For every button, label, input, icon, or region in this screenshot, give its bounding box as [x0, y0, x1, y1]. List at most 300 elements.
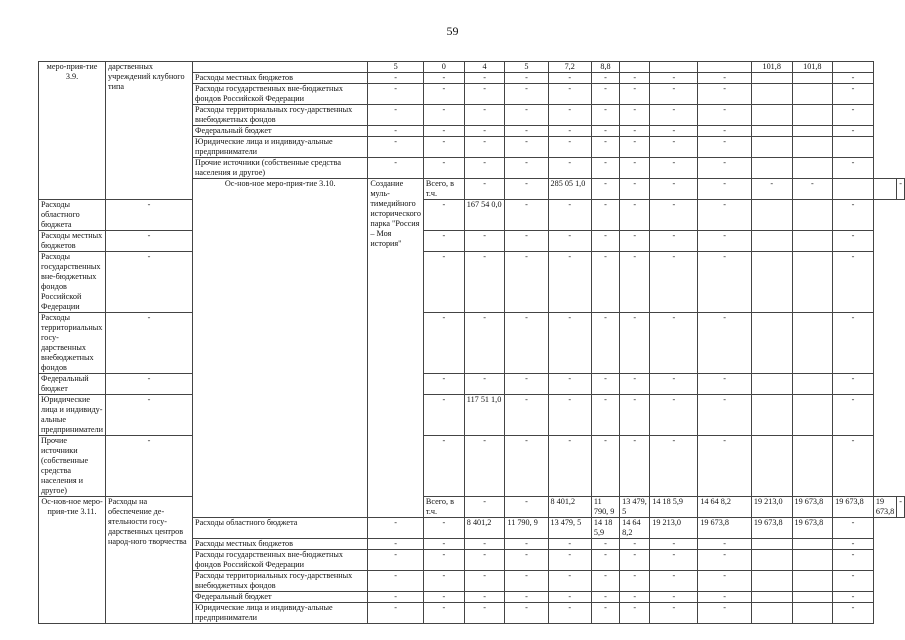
source-cell: Федеральный бюджет — [193, 592, 368, 603]
table-cell — [833, 62, 874, 73]
table-cell: - — [698, 179, 752, 200]
event-number: Ос-нов-ное меро-прия-тие 3.11. — [39, 497, 106, 624]
table-cell: 19 673,8 — [751, 518, 792, 539]
table-cell: - — [423, 137, 464, 158]
table-cell: - — [833, 126, 874, 137]
table-cell: - — [505, 252, 548, 313]
table-cell: - — [423, 126, 464, 137]
table-cell: - — [698, 592, 752, 603]
table-cell: - — [464, 158, 505, 179]
source-cell: Федеральный бюджет — [193, 126, 368, 137]
table-cell — [792, 571, 833, 592]
table-cell: - — [650, 137, 698, 158]
table-cell: - — [650, 539, 698, 550]
source-cell: Всего, в т.ч. — [423, 179, 464, 200]
table-cell: - — [698, 374, 752, 395]
table-cell — [620, 62, 650, 73]
table-cell: - — [368, 518, 424, 539]
table-cell: - — [620, 158, 650, 179]
table-cell: - — [620, 550, 650, 571]
table-cell: 19 213,0 — [751, 497, 792, 518]
table-cell — [792, 313, 833, 374]
source-cell: Прочие источники (собственные средства населения и другое) — [39, 436, 106, 497]
table-cell: - — [505, 126, 548, 137]
table-cell: - — [698, 158, 752, 179]
table-cell: - — [620, 395, 650, 436]
source-cell: Расходы государственных вне-бюджетных фондов Российской Федерации — [39, 252, 106, 313]
table-cell — [650, 62, 698, 73]
table-cell: - — [423, 550, 464, 571]
table-cell: 117 51 1,0 — [464, 395, 505, 436]
table-cell: - — [833, 550, 874, 571]
table-cell: - — [464, 592, 505, 603]
table-cell: - — [698, 539, 752, 550]
table-cell: - — [505, 571, 548, 592]
table-cell — [792, 84, 833, 105]
table-cell: - — [505, 313, 548, 374]
table-cell: - — [591, 179, 619, 200]
table-cell: - — [505, 497, 548, 518]
source-cell: Расходы территориальных госу-дарственных внебюджетных фондов — [193, 571, 368, 592]
table-cell: 19 673,8 — [833, 497, 874, 518]
table-cell — [792, 252, 833, 313]
table-cell: - — [591, 84, 619, 105]
table-cell: - — [591, 73, 619, 84]
table-cell: - — [751, 179, 792, 200]
table-cell: - — [423, 592, 464, 603]
table-cell: 19 673,8 — [873, 497, 896, 518]
table-cell: - — [620, 252, 650, 313]
table-cell: - — [505, 73, 548, 84]
table-cell: - — [650, 126, 698, 137]
table-cell: - — [423, 73, 464, 84]
table-cell: - — [698, 313, 752, 374]
table-cell: - — [650, 395, 698, 436]
table-cell: - — [591, 603, 619, 624]
table-cell: - — [368, 592, 424, 603]
table-cell: - — [548, 539, 591, 550]
table-cell: - — [505, 436, 548, 497]
table-cell — [792, 105, 833, 126]
source-cell: Юридические лица и индивиду-альные предприниматели — [193, 137, 368, 158]
table-cell: - — [464, 105, 505, 126]
table-cell: - — [548, 571, 591, 592]
table-cell: - — [368, 73, 424, 84]
table-cell: - — [106, 436, 193, 497]
table-cell: - — [620, 436, 650, 497]
table-cell: - — [368, 84, 424, 105]
event-name: Создание муль-тимедийного исторического парка "Россия – Моя история" — [368, 179, 424, 518]
table-cell: - — [833, 571, 874, 592]
table-cell — [792, 231, 833, 252]
source-cell: Расходы государственных вне-бюджетных фондов Российской Федерации — [193, 550, 368, 571]
table-cell: - — [423, 518, 464, 539]
table-cell: - — [548, 436, 591, 497]
table-cell — [751, 84, 792, 105]
event-number: Ос-нов-ное меро-прия-тие 3.10. — [193, 179, 368, 518]
table-cell: - — [698, 395, 752, 436]
table-cell: - — [548, 374, 591, 395]
table-cell — [792, 137, 833, 158]
table-cell — [751, 436, 792, 497]
table-cell — [792, 550, 833, 571]
budget-table — [38, 61, 905, 624]
table-cell — [792, 592, 833, 603]
source-cell: Расходы территориальных госу-дарственных внебюджетных фондов — [39, 313, 106, 374]
table-cell: - — [423, 603, 464, 624]
table-cell: - — [591, 126, 619, 137]
table-cell: - — [833, 252, 874, 313]
table-cell: - — [548, 313, 591, 374]
table-cell: 19 673,8 — [698, 518, 752, 539]
table-cell: - — [368, 550, 424, 571]
table-cell: - — [833, 374, 874, 395]
table-cell: - — [548, 137, 591, 158]
table-cell: 14 18 5,9 — [591, 518, 619, 539]
table-cell: - — [833, 603, 874, 624]
table-row — [39, 231, 905, 252]
table-cell: 19 213,0 — [650, 518, 698, 539]
event-number: меро-прия-тие 3.9. — [39, 62, 106, 200]
table-cell: - — [548, 158, 591, 179]
table-cell: 14 64 8,2 — [698, 497, 752, 518]
table-cell: - — [464, 374, 505, 395]
table-cell: - — [650, 592, 698, 603]
table-row — [39, 252, 905, 313]
table-cell: - — [423, 313, 464, 374]
table-cell: - — [650, 603, 698, 624]
table-cell: - — [897, 497, 905, 518]
table-cell: - — [698, 550, 752, 571]
source-cell: Расходы областного бюджета — [39, 200, 106, 231]
table-cell: 285 05 1,0 — [548, 179, 591, 200]
table-cell: - — [620, 603, 650, 624]
table-cell: - — [423, 539, 464, 550]
table-cell: - — [833, 313, 874, 374]
table-cell: - — [591, 436, 619, 497]
table-cell: - — [833, 84, 874, 105]
table-cell: - — [548, 126, 591, 137]
table-cell: - — [650, 158, 698, 179]
table-cell: - — [591, 550, 619, 571]
table-cell: - — [464, 313, 505, 374]
page-number: 59 — [446, 24, 459, 38]
table-cell: - — [505, 200, 548, 231]
table-cell — [751, 571, 792, 592]
table-cell: - — [106, 252, 193, 313]
table-cell: - — [423, 200, 464, 231]
table-cell: - — [505, 550, 548, 571]
table-cell — [792, 539, 833, 550]
table-cell: - — [505, 395, 548, 436]
table-cell: - — [792, 179, 833, 200]
table-cell: - — [368, 603, 424, 624]
table-cell: - — [423, 231, 464, 252]
table-cell: - — [464, 252, 505, 313]
table-cell — [792, 158, 833, 179]
table-cell: - — [620, 84, 650, 105]
table-cell: 7,2 — [548, 62, 591, 73]
source-cell: Расходы территориальных госу-дарственных внебюджетных фондов — [193, 105, 368, 126]
table-cell — [751, 126, 792, 137]
table-cell: - — [464, 571, 505, 592]
table-cell: - — [368, 137, 424, 158]
table-cell: 11 790, 9 — [505, 518, 548, 539]
table-cell: - — [591, 231, 619, 252]
table-cell: - — [833, 73, 874, 84]
table-cell: 5 — [505, 62, 548, 73]
table-cell: - — [591, 137, 619, 158]
table-cell: - — [698, 126, 752, 137]
table-cell: - — [833, 158, 874, 179]
table-cell — [751, 252, 792, 313]
table-cell: - — [698, 436, 752, 497]
table-cell: 8,8 — [591, 62, 619, 73]
table-cell: - — [464, 436, 505, 497]
table-cell: - — [505, 84, 548, 105]
source-cell: Юридические лица и индивиду-альные предприниматели — [39, 395, 106, 436]
table-cell: - — [698, 252, 752, 313]
table-cell: 0 — [423, 62, 464, 73]
table-cell — [751, 200, 792, 231]
table-cell: - — [620, 539, 650, 550]
table-cell: - — [548, 200, 591, 231]
table-cell: - — [423, 158, 464, 179]
table-cell — [751, 395, 792, 436]
table-cell: - — [505, 374, 548, 395]
table-cell: - — [505, 179, 548, 200]
event-name: дарственных учреждений клубного типа — [106, 62, 193, 200]
table-cell: - — [591, 105, 619, 126]
table-cell: - — [368, 158, 424, 179]
table-cell: - — [368, 571, 424, 592]
table-cell: - — [548, 84, 591, 105]
table-cell: - — [548, 603, 591, 624]
table-cell: - — [591, 395, 619, 436]
table-cell: - — [548, 592, 591, 603]
table-cell: - — [650, 231, 698, 252]
table-cell: - — [464, 137, 505, 158]
table-cell: - — [650, 252, 698, 313]
table-cell — [792, 395, 833, 436]
table-cell: - — [464, 539, 505, 550]
table-cell: - — [464, 231, 505, 252]
table-cell: - — [368, 126, 424, 137]
table-cell: - — [650, 84, 698, 105]
table-cell — [751, 137, 792, 158]
table-cell: - — [423, 252, 464, 313]
table-cell — [751, 73, 792, 84]
table-cell: - — [698, 231, 752, 252]
table-cell: - — [548, 105, 591, 126]
table-cell: - — [620, 137, 650, 158]
table-cell: - — [620, 231, 650, 252]
table-cell: - — [620, 592, 650, 603]
table-cell: - — [620, 313, 650, 374]
table-cell: - — [423, 374, 464, 395]
table-cell: - — [106, 200, 193, 231]
table-cell — [751, 539, 792, 550]
table-cell: 13 479, 5 — [548, 518, 591, 539]
table-cell: - — [620, 73, 650, 84]
table-cell: - — [650, 179, 698, 200]
table-row — [39, 200, 905, 231]
table-cell: - — [548, 73, 591, 84]
table-cell — [751, 603, 792, 624]
table-cell: 13 479, 5 — [620, 497, 650, 518]
source-cell: Расходы местных бюджетов — [39, 231, 106, 252]
source-cell: Расходы местных бюджетов — [193, 73, 368, 84]
table-cell: - — [423, 395, 464, 436]
table-cell: - — [897, 179, 905, 200]
table-cell: - — [106, 374, 193, 395]
table-cell: - — [464, 550, 505, 571]
table-cell: - — [464, 497, 505, 518]
source-cell — [193, 62, 368, 73]
table-row — [39, 436, 905, 497]
source-cell: Прочие источники (собственные средства населения и другое) — [193, 158, 368, 179]
table-cell — [833, 137, 874, 158]
table-cell: 14 18 5,9 — [650, 497, 698, 518]
table-cell — [792, 374, 833, 395]
table-cell — [751, 592, 792, 603]
table-cell: - — [650, 313, 698, 374]
table-cell: - — [833, 592, 874, 603]
table-cell: - — [833, 200, 874, 231]
table-cell: - — [833, 539, 874, 550]
table-cell: - — [698, 73, 752, 84]
table-cell — [751, 313, 792, 374]
table-row — [39, 497, 905, 518]
table-cell: - — [591, 592, 619, 603]
table-cell — [751, 550, 792, 571]
table-cell: 11 790, 9 — [591, 497, 619, 518]
table-cell: 101,8 — [751, 62, 792, 73]
table-row — [39, 313, 905, 374]
table-cell: 4 — [464, 62, 505, 73]
table-cell — [792, 436, 833, 497]
table-cell — [792, 603, 833, 624]
table-cell: - — [591, 571, 619, 592]
table-cell: - — [698, 84, 752, 105]
table-cell: - — [505, 231, 548, 252]
table-cell: 101,8 — [792, 62, 833, 73]
table-cell: - — [591, 539, 619, 550]
table-cell: - — [464, 73, 505, 84]
table-cell: 19 673,8 — [792, 497, 833, 518]
table-cell: 167 54 0,0 — [464, 200, 505, 231]
source-cell: Расходы государственных вне-бюджетных фондов Российской Федерации — [193, 84, 368, 105]
table-cell: - — [833, 231, 874, 252]
source-cell: Федеральный бюджет — [39, 374, 106, 395]
table-cell: - — [464, 126, 505, 137]
table-cell: - — [620, 200, 650, 231]
table-cell: - — [591, 158, 619, 179]
table-cell: - — [548, 395, 591, 436]
table-row — [39, 395, 905, 436]
table-cell: - — [650, 550, 698, 571]
table-cell: - — [505, 592, 548, 603]
table-cell: - — [505, 137, 548, 158]
table-cell: - — [464, 603, 505, 624]
table-cell: 14 64 8,2 — [620, 518, 650, 539]
table-cell: - — [505, 603, 548, 624]
table-cell: - — [620, 179, 650, 200]
table-cell: - — [368, 105, 424, 126]
table-cell: - — [423, 105, 464, 126]
table-cell: 5 — [368, 62, 424, 73]
table-cell: - — [698, 571, 752, 592]
table-cell: - — [650, 105, 698, 126]
table-cell — [751, 374, 792, 395]
table-cell: - — [505, 105, 548, 126]
table-cell — [833, 179, 874, 200]
table-cell: - — [423, 84, 464, 105]
table-cell: 8 401,2 — [464, 518, 505, 539]
table-cell: - — [698, 200, 752, 231]
table-cell: - — [620, 571, 650, 592]
table-row — [39, 374, 905, 395]
table-cell: - — [833, 518, 874, 539]
table-cell: - — [620, 126, 650, 137]
table-cell — [792, 126, 833, 137]
table-cell: 19 673,8 — [792, 518, 833, 539]
table-cell: - — [548, 231, 591, 252]
table-cell: - — [106, 231, 193, 252]
source-cell: Расходы областного бюджета — [193, 518, 368, 539]
table-cell: - — [591, 313, 619, 374]
table-cell: - — [368, 539, 424, 550]
table-cell: - — [650, 571, 698, 592]
table-cell — [792, 200, 833, 231]
table-cell — [751, 158, 792, 179]
table-cell: - — [650, 200, 698, 231]
table-cell: - — [833, 105, 874, 126]
table-cell: - — [591, 374, 619, 395]
table-cell — [751, 231, 792, 252]
table-cell: - — [505, 158, 548, 179]
table-cell: - — [650, 374, 698, 395]
table-cell: - — [106, 313, 193, 374]
table-cell: - — [106, 395, 193, 436]
table-cell: - — [423, 436, 464, 497]
table-cell: - — [698, 603, 752, 624]
source-cell: Всего, в т.ч. — [423, 497, 464, 518]
table-cell: - — [833, 395, 874, 436]
table-cell: - — [698, 105, 752, 126]
table-cell — [698, 62, 752, 73]
table-cell: - — [423, 571, 464, 592]
table-cell: - — [620, 374, 650, 395]
table-cell: - — [650, 436, 698, 497]
table-cell: - — [698, 137, 752, 158]
table-row — [39, 62, 905, 73]
table-cell: - — [620, 105, 650, 126]
table-cell: - — [591, 200, 619, 231]
table-cell — [873, 179, 896, 200]
table-cell: - — [833, 436, 874, 497]
table-cell: - — [464, 179, 505, 200]
table-cell: 8 401,2 — [548, 497, 591, 518]
table-cell: - — [591, 252, 619, 313]
source-cell: Юридические лица и индивиду-альные предприниматели — [193, 603, 368, 624]
source-cell: Расходы местных бюджетов — [193, 539, 368, 550]
event-name: Расходы на обеспечение де-ятельности госу-дарственных центров народ-ного творчества — [106, 497, 193, 624]
table-cell — [792, 73, 833, 84]
table-cell: - — [464, 84, 505, 105]
table-cell — [751, 105, 792, 126]
table-cell: - — [505, 539, 548, 550]
